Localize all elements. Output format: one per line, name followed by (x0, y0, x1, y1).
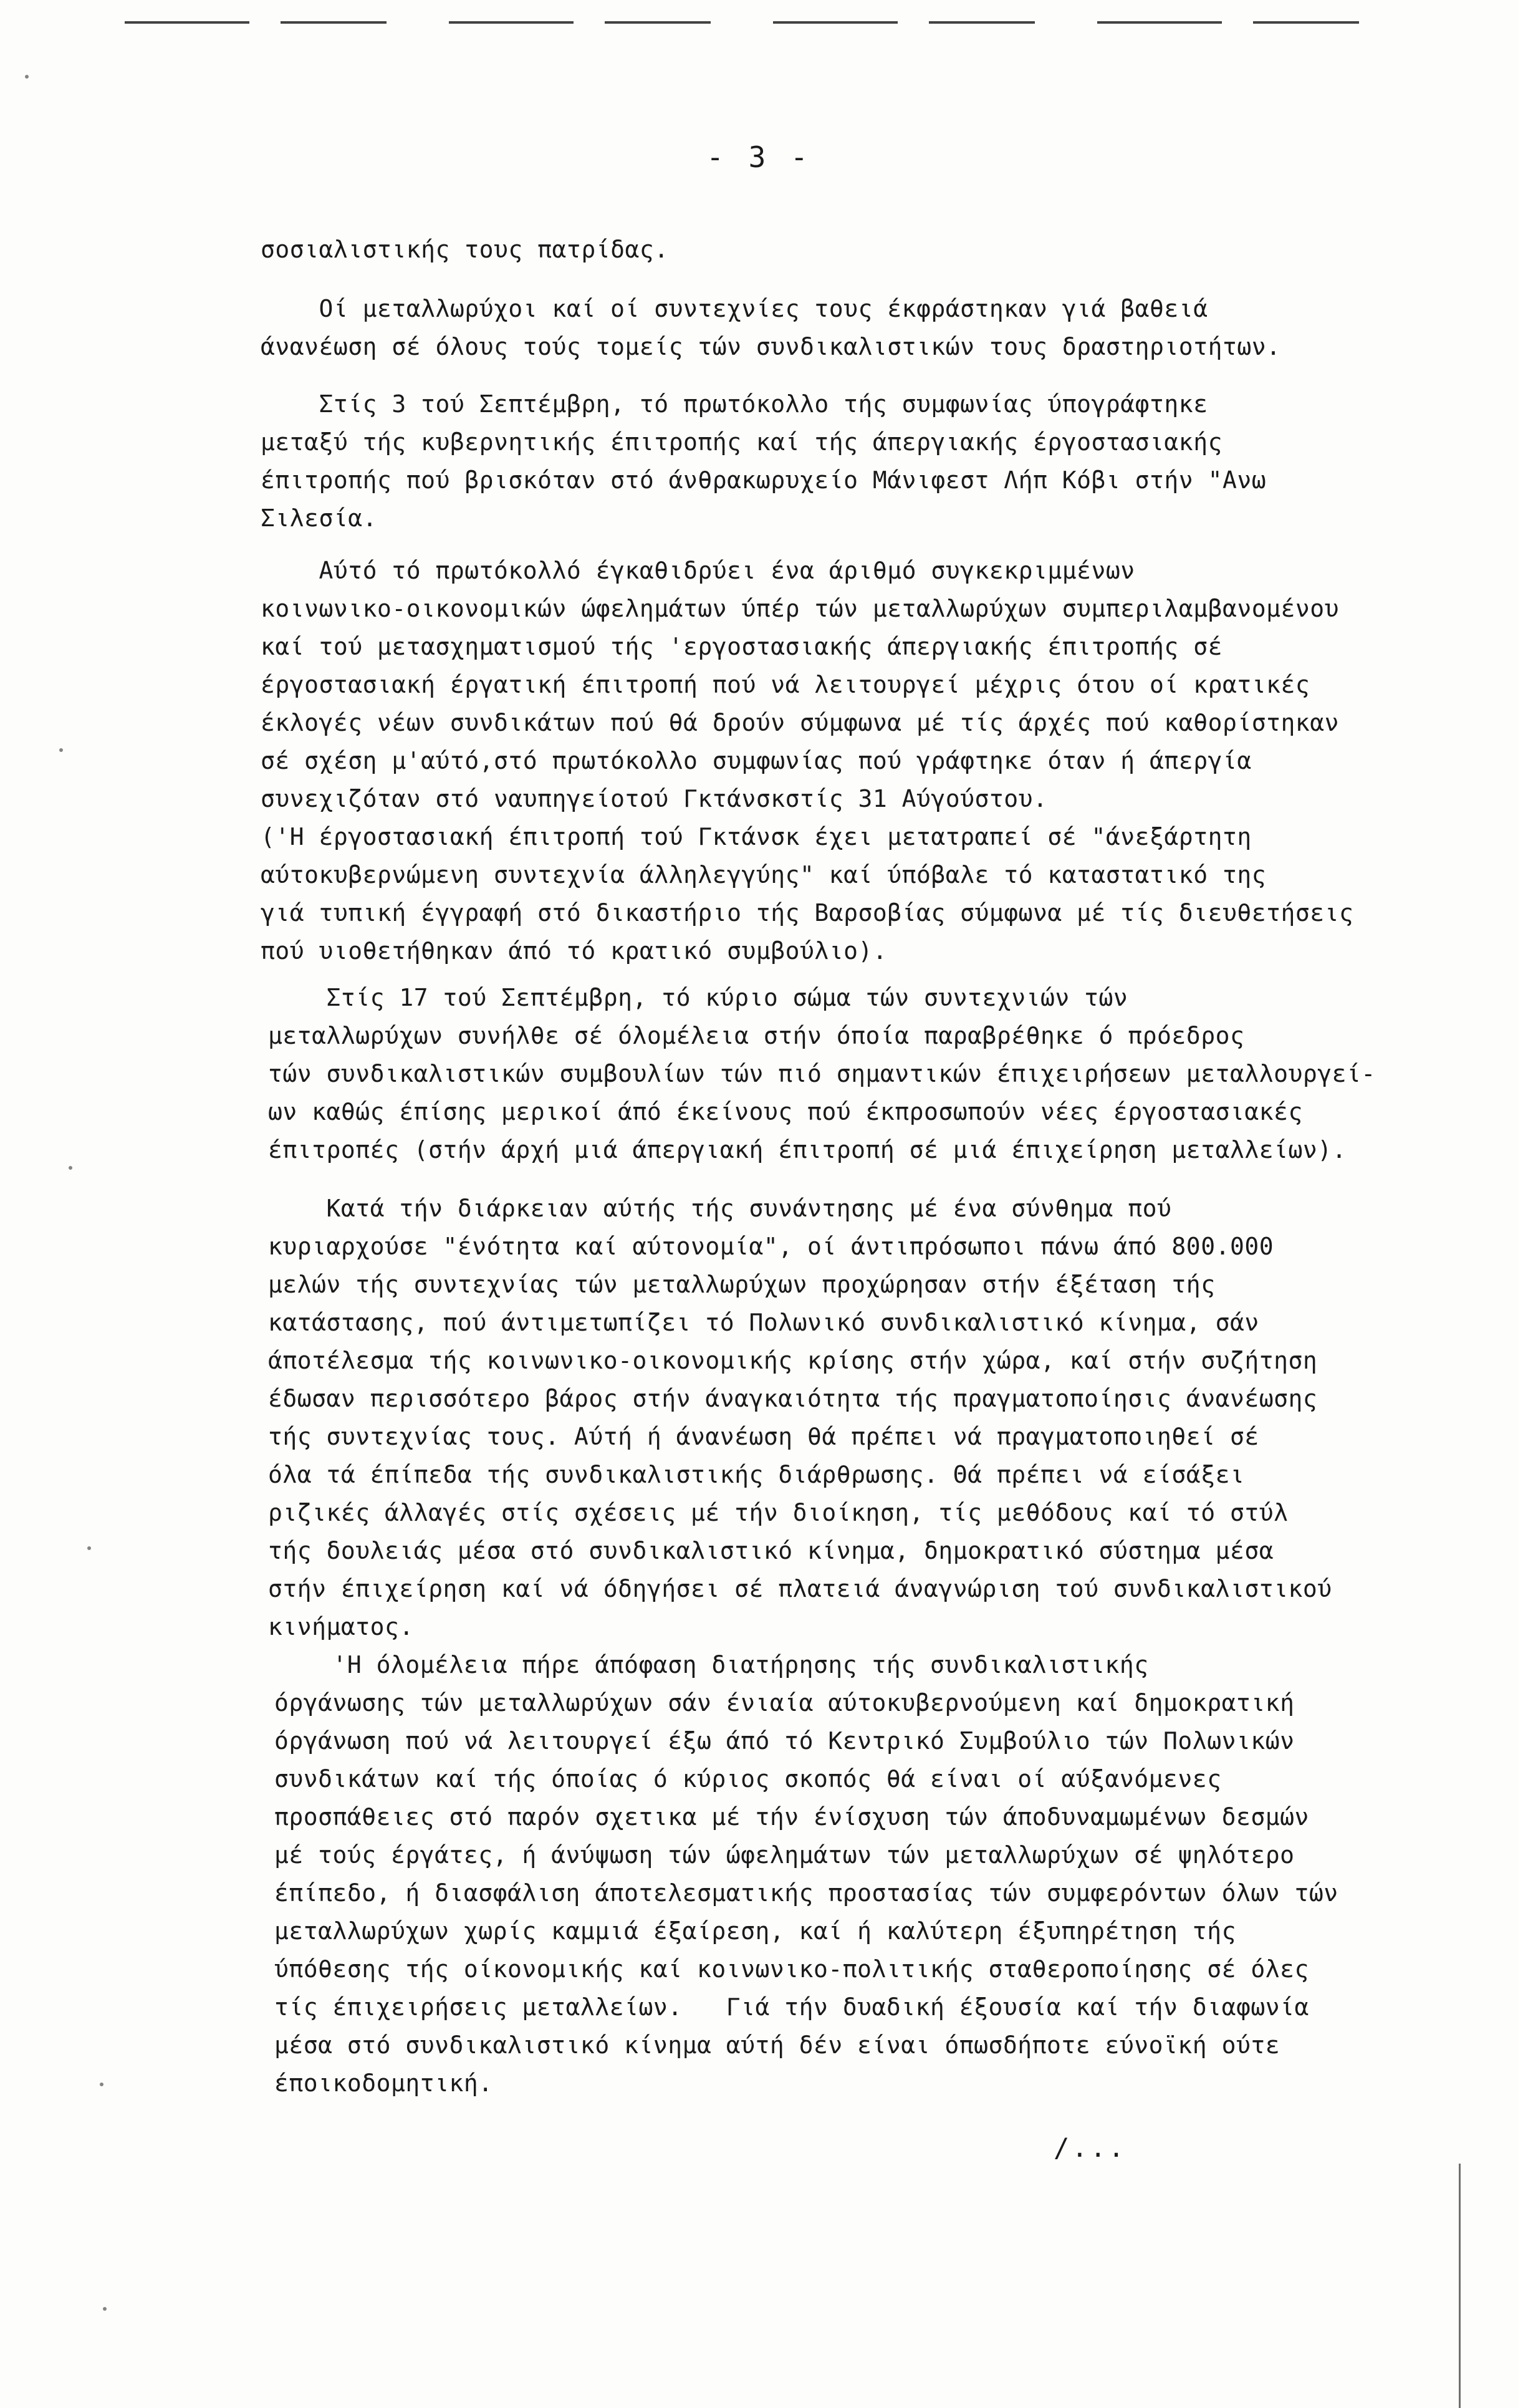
text-line: μέσα στό συνδικαλιστικό κίνημα αύτή δέν είναι όπωσδήποτε εύνοϊκή ούτε (274, 2031, 1280, 2059)
text-line: 'Η όλομέλεια πήρε άπόφαση διατήρησης τής συνδικαλιστικής (274, 1651, 1149, 1678)
text-line: άποτέλεσμα τής κοινωνικο-οικονομικής κρίσης στήν χώρα, καί στήν συζήτηση (268, 1347, 1318, 1374)
text-line: έκλογές νέων συνδικάτων πού θά δρούν σύμφωνα μέ τίς άρχές πού καθορίστηκαν (261, 709, 1339, 736)
scan-edge-line (1459, 2164, 1461, 2408)
text-line: έδωσαν περισσότερο βάρος στήν άναγκαιότητα τής πραγματοποίησις άνανέωσης (268, 1385, 1318, 1412)
text-line: τών συνδικαλιστικών συμβουλίων τών πιό σημαντικών έπιχειρήσεων μεταλλουργεί- (268, 1060, 1376, 1087)
text-line: Αύτό τό πρωτόκολλό έγκαθιδρύει ένα άριθμό συγκεκριμμένων (261, 557, 1135, 584)
text-line: σοσιαλιστικής τους πατρίδας. (261, 236, 669, 263)
continuation-mark: /... (1054, 2132, 1127, 2163)
text-line: μέ τούς έργάτες, ή άνύψωση τών ώφελημάτων τών μεταλλωρύχων σέ ψηλότερο (274, 1841, 1295, 1869)
text-line: κινήματος. (268, 1613, 414, 1640)
scan-speck (69, 1166, 72, 1170)
paragraph-5 (268, 979, 1376, 1169)
scan-speck (25, 75, 29, 79)
text-line: κοινωνικο-οικονομικών ώφελημάτων ύπέρ τών μεταλλωρύχων συμπεριλαμβανομένου (261, 595, 1339, 622)
text-line: ριζικές άλλαγές στίς σχέσεις μέ τήν διοίκηση, τίς μεθόδους καί τό στύλ (268, 1499, 1289, 1526)
text-line: συνδικάτων καί τής όποίας ό κύριος σκοπός θά είναι οί αύξανόμενες (274, 1765, 1222, 1793)
text-line: πού υιοθετήθηκαν άπό τό κρατικό συμβούλιο). (261, 937, 888, 965)
text-line: άνανέωση σέ όλους τούς τομείς τών συνδικαλιστικών τους δραστηριοτήτων. (261, 333, 1281, 360)
scan-speck (59, 748, 63, 752)
scan-speck (103, 2307, 107, 2311)
text-line: όλα τά έπίπεδα τής συνδικαλιστικής διάρθρωσης. Θά πρέπει νά είσάξει (268, 1461, 1245, 1488)
scan-speck (100, 2083, 103, 2086)
paragraph-2 (261, 290, 1280, 366)
text-line: μεταλλωρύχων χωρίς καμμιά έξαίρεση, καί ή καλύτερη έξυπηρέτηση τής (274, 1917, 1236, 1945)
text-line: έποικοδομητική. (274, 2069, 493, 2097)
text-line: όργάνωση πού νά λειτουργεί έξω άπό τό Κεντρικό Συμβούλιο τών Πολωνικών (274, 1727, 1295, 1755)
text-line: Στίς 3 τού Σεπτέμβρη, τό πρωτόκολλο τής συμφωνίας ύπογράφτηκε (261, 390, 1208, 418)
text-line: όργάνωσης τών μεταλλωρύχων σάν ένιαία αύτοκυβερνούμενη καί δημοκρατική (274, 1689, 1295, 1717)
text-line: τίς έπιχειρήσεις μεταλλείων. Γιά τήν δυαδική έξουσία καί τήν διαφωνία (274, 1993, 1309, 2021)
text-line: μεταλλωρύχων συνήλθε σέ όλομέλεια στήν όποία παραβρέθηκε ό πρόεδρος (268, 1022, 1245, 1049)
paragraph-1 (261, 231, 669, 269)
text-line: τής συντεχνίας τους. Αύτή ή άνανέωση θά πρέπει νά πραγματοποιηθεί σέ (268, 1423, 1259, 1450)
text-line: γιά τυπική έγγραφή στό δικαστήριο τής Βαρσοβίας σύμφωνα μέ τίς διευθετήσεις (261, 899, 1354, 927)
text-line: ύπόθεσης τής οίκονομικής καί κοινωνικο-πολιτικής σταθεροποίησης σέ όλες (274, 1955, 1309, 1983)
paragraph-4 (261, 552, 1353, 970)
paragraph-7 (274, 1646, 1338, 2102)
text-line: προσπάθειες στό παρόν σχετικα μέ τήν ένίσχυση τών άποδυναμωμένων δεσμών (274, 1803, 1309, 1831)
scan-speck (87, 1546, 91, 1550)
text-line: ων καθώς έπίσης μερικοί άπό έκείνους πού έκπροσωπούν νέες έργοστασιακές (268, 1098, 1303, 1125)
text-line: ('Η έργοστασιακή έπιτροπή τού Γκτάνσκ έχει μετατραπεί σέ "άνεξάρτητη (261, 823, 1252, 850)
text-line: σέ σχέση μ'αύτό,στό πρωτόκολλο συμφωνίας πού γράφτηκε όταν ή άπεργία (261, 747, 1252, 774)
text-line: Κατά τήν διάρκειαν αύτής τής συνάντησης μέ ένα σύνθημα πού (268, 1195, 1172, 1222)
paragraph-6 (268, 1190, 1332, 1646)
text-line: αύτοκυβερνώμενη συντεχνία άλληλεγγύης" καί ύπόβαλε τό καταστατικό της (261, 861, 1267, 889)
text-line: μελών τής συντεχνίας τών μεταλλωρύχων προχώρησαν στήν έξέταση τής (268, 1271, 1216, 1298)
text-line: έπίπεδο, ή διασφάλιση άποτελεσματικής προστασίας τών συμφερόντων όλων τών (274, 1879, 1338, 1907)
text-line: Στίς 17 τού Σεπτέμβρη, τό κύριο σώμα τών συντεχνιών τών (268, 984, 1128, 1011)
text-line: κυριαρχούσε "ένότητα καί αύτονομία", οί άντιπρόσωποι πάνω άπό 800.000 (268, 1233, 1274, 1260)
text-line: στήν έπιχείρηση καί νά όδηγήσει σέ πλατειά άναγνώριση τού συνδικαλιστικού (268, 1575, 1332, 1602)
paragraph-3 (261, 385, 1266, 537)
text-line: Οί μεταλλωρύχοι καί οί συντεχνίες τους έκφράστηκαν γιά βαθειά (261, 295, 1208, 322)
text-line: Σιλεσία. (261, 504, 378, 532)
text-line: καί τού μετασχηματισμού τής 'εργοστασιακής άπεργιακής έπιτροπής σέ (261, 633, 1223, 660)
text-line: κατάστασης, πού άντιμετωπίζει τό Πολωνικό συνδικαλιστικό κίνημα, σάν (268, 1309, 1259, 1336)
text-line: έργοστασιακή έργατική έπιτροπή πού νά λειτουργεί μέχρις ότου οί κρατικές (261, 671, 1310, 698)
text-line: συνεχιζόταν στό ναυπηγείοτού Γκτάνσκστίς 31 Αύγούστου. (261, 785, 1048, 812)
text-line: έπιτροπές (στήν άρχή μιά άπεργιακή έπιτροπή σέ μιά έπιχείρηση μεταλλείων). (268, 1136, 1347, 1163)
text-line: έπιτροπής πού βρισκόταν στό άνθρακωρυχείο Μάνιφεστ Λήπ Κόβι στήν "Ανω (261, 466, 1267, 494)
text-line: μεταξύ τής κυβερνητικής έπιτροπής καί τής άπεργιακής έργοστασιακής (261, 428, 1223, 456)
page-number: - 3 - (706, 140, 812, 174)
text-line: τής δουλειάς μέσα στό συνδικαλιστικό κίνημα, δημοκρατικό σύστημα μέσα (268, 1537, 1274, 1564)
top-rule (125, 21, 1396, 24)
